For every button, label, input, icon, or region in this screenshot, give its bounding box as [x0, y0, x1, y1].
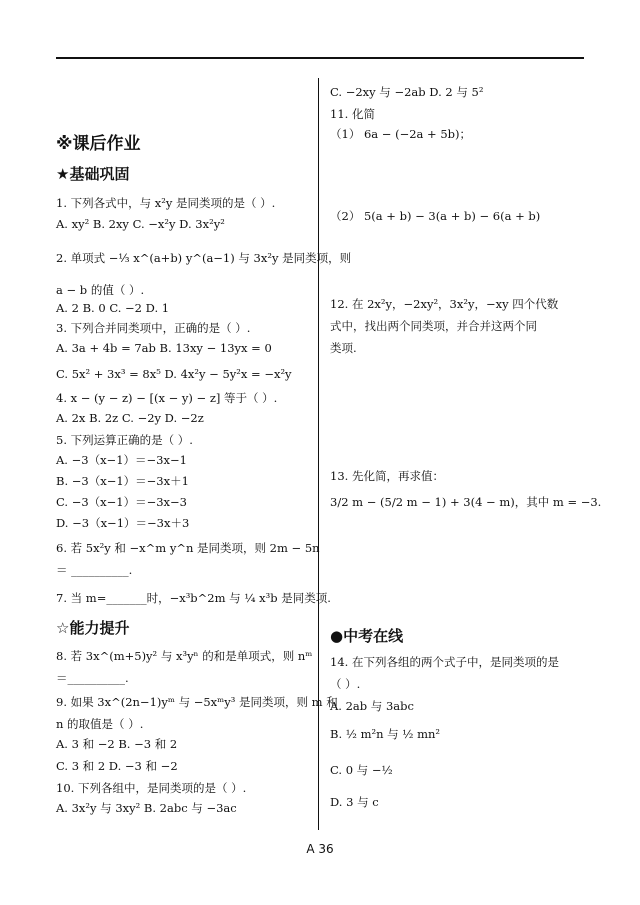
question-line: C. −2xy 与 −2ab D. 2 与 5²: [330, 85, 484, 99]
top-rule: [56, 57, 584, 59]
question-line: D. −3（x−1）＝−3x＋3: [56, 516, 190, 530]
question-line: 1. 下列各式中，与 x²y 是同类项的是（ ）.: [56, 196, 276, 210]
question-line: ＝__________.: [56, 671, 129, 685]
question-line: A. xy² B. 2xy C. −x²y D. 3x²y²: [56, 217, 225, 231]
question-line: 7. 当 m=_______时，−x³b^2m 与 ¼ x³b 是同类项.: [56, 591, 331, 605]
question-line: 2. 单项式 −⅓ x^(a+b) y^(a−1) 与 3x²y 是同类项，则: [56, 251, 352, 265]
question-line: （1） 6a − (−2a + 5b)；: [330, 127, 471, 141]
question-line: 13. 先化简，再求值：: [330, 469, 444, 483]
question-line: 11. 化简: [330, 107, 375, 121]
question-line: 8. 若 3x^(m+5)y² 与 x³yⁿ 的和是单项式，则 nᵐ: [56, 649, 313, 663]
question-line: 14. 在下列各组的两个式子中，是同类项的是: [330, 655, 559, 669]
question-line: C. 3 和 2 D. −3 和 −2: [56, 759, 178, 773]
question-line: B. −3（x−1）＝−3x＋1: [56, 474, 189, 488]
question-line: C. −3（x−1）＝−3x−3: [56, 495, 187, 509]
question-line: D. 3 与 c: [330, 795, 379, 809]
question-line: A. 3 和 −2 B. −3 和 2: [56, 737, 178, 751]
question-line: C. 0 与 −½: [330, 763, 393, 777]
question-line: C. 5x² + 3x³ = 8x⁵ D. 4x²y − 5y²x = −x²y: [56, 367, 292, 381]
question-line: （2） 5(a + b) − 3(a + b) − 6(a + b): [330, 209, 541, 223]
question-line: A. 2 B. 0 C. −2 D. 1: [56, 301, 170, 315]
question-line: 3. 下列合并同类项中，正确的是（ ）.: [56, 321, 251, 335]
exam-heading: ●中考在线: [330, 627, 404, 645]
column-divider: [318, 78, 319, 830]
section-title: ※课后作业: [56, 134, 141, 154]
question-line: A. 3x²y 与 3xy² B. 2abc 与 −3ac: [56, 801, 237, 815]
page-number: A 36: [306, 842, 334, 856]
question-line: ＝ __________.: [56, 563, 133, 577]
question-line: 12. 在 2x²y，−2xy²，3x²y，−xy 四个代数: [330, 297, 559, 311]
question-line: A. −3（x−1）＝−3x−1: [56, 453, 187, 467]
ability-heading: ☆能力提升: [56, 619, 130, 637]
question-line: 3/2 m − (5/2 m − 1) + 3(4 − m)，其中 m = −3.: [330, 495, 602, 509]
question-line: B. ½ m²n 与 ½ mn²: [330, 727, 441, 741]
question-line: （ ）.: [330, 677, 361, 691]
question-line: 类项.: [330, 341, 357, 355]
question-line: A. 2ab 与 3abc: [330, 699, 414, 713]
basic-heading: ★基础巩固: [56, 165, 130, 183]
question-line: A. 3a + 4b = 7ab B. 13xy − 13yx = 0: [56, 341, 272, 355]
question-line: a − b 的值（ ）.: [56, 283, 145, 297]
question-line: 5. 下列运算正确的是（ ）.: [56, 433, 193, 447]
question-line: A. 2x B. 2z C. −2y D. −2z: [56, 411, 204, 425]
question-line: n 的取值是（ ）.: [56, 717, 144, 731]
question-line: 6. 若 5x²y 和 −x^m y^n 是同类项，则 2m − 5n: [56, 541, 320, 555]
question-line: 10. 下列各组中，是同类项的是（ ）.: [56, 781, 247, 795]
question-line: 式中，找出两个同类项，并合并这两个同: [330, 319, 537, 333]
question-line: 4. x − (y − z) − [(x − y) − z] 等于（ ）.: [56, 391, 278, 405]
question-line: 9. 如果 3x^(2n−1)yᵐ 与 −5xᵐy³ 是同类项，则 m 和: [56, 695, 338, 709]
